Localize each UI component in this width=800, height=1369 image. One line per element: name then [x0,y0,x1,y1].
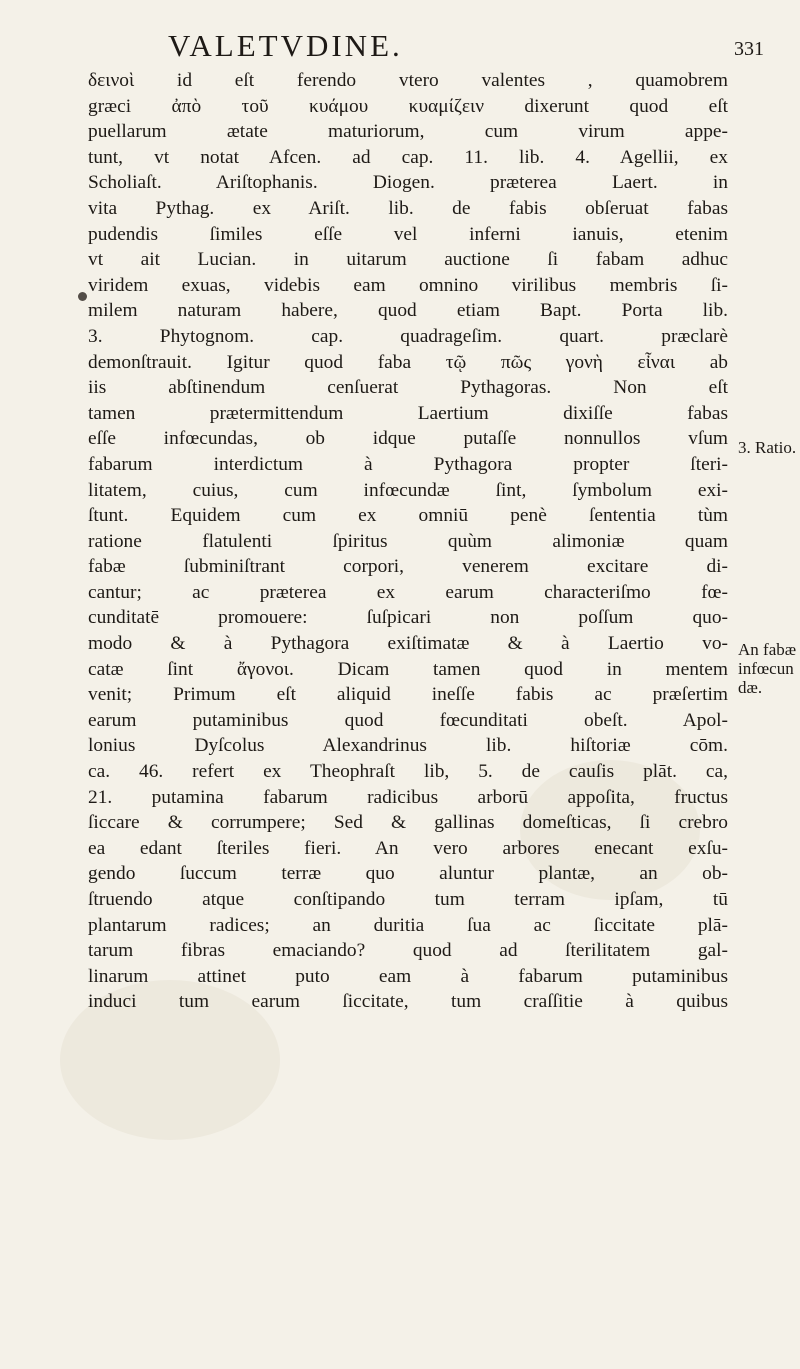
text-line: cantur; ac præterea ex earum characteriſmo fœ- [88,581,728,603]
margin-note-line: An fabæ [738,640,797,659]
text-line: fabarum interdictum à Pythagora propter ſteri- [88,453,728,475]
text-line: fabæ ſubminiſtrant corpori, venerem excitare di- [88,556,728,578]
text-line: milem naturam habere, quod etiam Bapt. Porta lib. [88,300,728,322]
text-line: vt ait Lucian. in uitarum auctione ſi fabam adhuc [88,249,728,271]
text-line: vita Pythag. ex Ariſt. lib. de fabis obſeruat fabas [88,197,728,219]
text-line: tarum fibras emaciando? quod ad ſterilitatem gal- [88,940,728,962]
ink-blot [78,292,87,301]
text-line: linarum attinet puto eam à fabarum putaminibus [88,965,728,987]
page-header [0,28,800,68]
text-line: pudendis ſimiles eſſe vel inferni ianuis, etenim [88,223,728,245]
text-line: Scholiaſt. Ariſtophanis. Diogen. præterea Laert. in [88,172,728,194]
margin-note-line: infœcun [738,659,794,678]
page-number: 331 [734,38,764,60]
text-line: gendo ſuccum terræ quo aluntur plantæ, an ob- [88,863,728,885]
text-line: catæ ſint ἄγονοι. Dicam tamen quod in mentem [88,658,728,680]
text-line: demonſtrauit. Igitur quod faba τῷ πῶς γονὴ εἶναι ab [88,351,728,373]
margin-note-ratio: 3. Ratio. [738,438,797,457]
text-line: iis abſtinendum cenſuerat Pythagoras. Non eſt [88,377,728,399]
text-line: tamen prætermittendum Laertium dixiſſe fabas [88,402,728,424]
text-line: 21. putamina fabarum radicibus arborū appoſita, fructus [88,786,728,808]
text-line: puellarum ætate maturiorum, cum virum appe- [88,121,728,143]
text-line: ea edant ſteriles fieri. An vero arbores enecant exſu- [88,837,728,859]
text-line: modo & à Pythagora exiſtimatæ & à Laertio vo- [88,633,728,655]
text-line: ſtunt. Equidem cum ex omniū penè ſententia tùm [88,505,728,527]
text-line: viridem exuas, videbis eam omnino virilibus membris ſi- [88,274,728,296]
text-line: ſiccare & corrumpere; Sed & gallinas domeſticas, ſi crebro [88,812,728,834]
text-line: litatem, cuius, cum infœcundæ ſint, ſymbolum exi- [88,479,728,501]
text-line: eſſe infœcundas, ob idque putaſſe nonnullos vſum [88,428,728,450]
body-text [88,68,728,1015]
text-line: δεινοὶ id eſt ferendo vtero valentes , quamobrem [88,70,728,91]
text-line: venit; Primum eſt aliquid ineſſe fabis ac præſertim [88,684,728,706]
text-line: ca. 46. refert ex Theophraſt lib, 5. de cauſis plāt. ca, [88,761,728,783]
text-line: ratione flatulenti ſpiritus quùm alimoniæ quam [88,530,728,552]
text-line: cunditatē promouere: ſuſpicari non poſſum quo- [88,607,728,629]
text-line: ſtruendo atque conſtipando tum terram ipſam, tū [88,889,728,910]
margin-note-faba [738,640,798,697]
text-line: græci ἀπὸ τοῦ κυάμου κυαμίζειν dixerunt quod eſt [88,95,728,117]
running-head: VALETVDINE. [168,28,403,63]
text-line: earum putaminibus quod fœcunditati obeſt. Apol- [88,709,728,731]
margin-note-line: dæ. [738,678,763,697]
text-line: tunt, vt notat Afcen. ad cap. 11. lib. 4. Agellii, ex [88,146,728,168]
text-line: induci tum earum ſiccitate, tum craſſitie à quibus [88,991,728,1013]
text-line: plantarum radices; an duritia ſua ac ſiccitate plā- [88,914,728,936]
text-line: 3. Phytognom. cap. quadrageſim. quart. præclarè [88,325,728,347]
text-line: lonius Dyſcolus Alexandrinus lib. hiſtoriæ cōm. [88,735,728,757]
